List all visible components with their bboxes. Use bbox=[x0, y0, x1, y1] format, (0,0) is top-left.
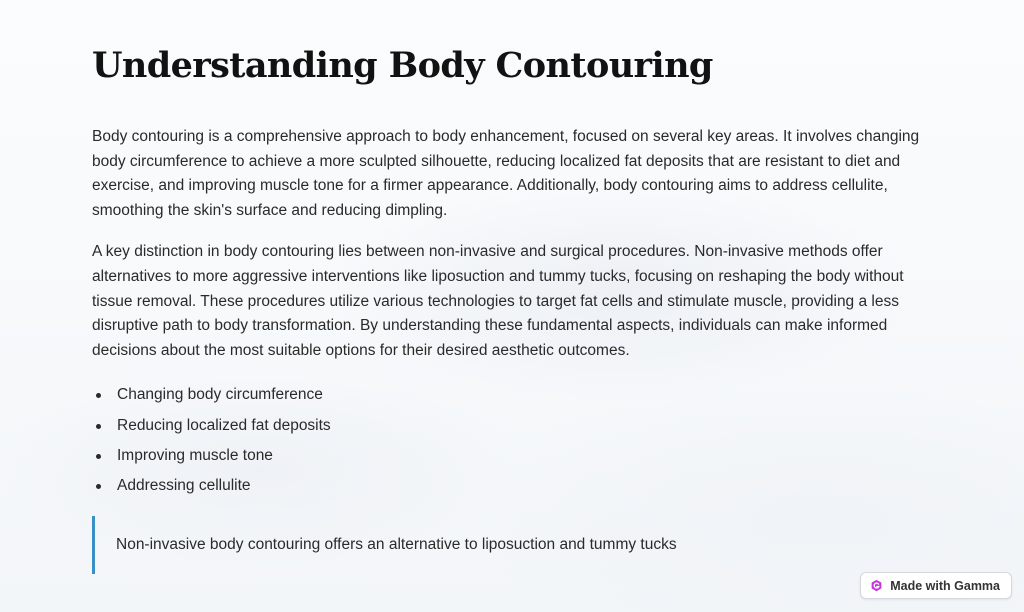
list-item bbox=[92, 441, 932, 471]
bullet-point-icon bbox=[96, 424, 101, 429]
callout-text: Non-invasive body contouring offers an alternative to liposuction and tummy tucks bbox=[116, 535, 677, 553]
gamma-logo-icon bbox=[870, 579, 883, 592]
made-with-gamma-badge[interactable] bbox=[860, 572, 1012, 599]
list-item-text: Improving muscle tone bbox=[117, 446, 273, 464]
intro-paragraph: Body contouring is a comprehensive approach to body enhancement, focused on several key areas. It involves changing body circumference to achieve a more sculpted silhouette, reducing localized fat deposits that are resistant to diet and exercise, and improving muscle tone for a firmer appearance. Additionally, body contouring aims to address cellulite, smoothing the skin's surface and reducing dimpling. bbox=[92, 128, 920, 219]
distinction-paragraph: A key distinction in body contouring lies between non-invasive and surgical procedures. Non-invasive methods offer alternatives to more aggressive interventions like liposuction and tummy tucks, focusing on reshaping the body without tissue removal. These procedures utilize various technologies to target fat cells and stimulate muscle, providing a less disruptive path to body transformation. By understanding these fundamental aspects, individuals can make informed decisions about the most suitable options for their desired aesthetic outcomes. bbox=[92, 243, 904, 359]
bullet-point-icon bbox=[96, 393, 101, 398]
page-title: Understanding Body Contouring bbox=[92, 45, 713, 86]
badge-label: Made with Gamma bbox=[890, 578, 1000, 593]
list-item-text: Changing body circumference bbox=[117, 386, 323, 404]
key-areas-list bbox=[92, 380, 932, 501]
list-item-text: Addressing cellulite bbox=[117, 477, 251, 495]
list-item-text: Reducing localized fat deposits bbox=[117, 416, 331, 434]
list-item bbox=[92, 411, 932, 441]
list-item bbox=[92, 380, 932, 410]
callout-quote bbox=[92, 516, 932, 574]
list-item bbox=[92, 471, 932, 501]
bullet-point-icon bbox=[96, 454, 101, 459]
slide-content bbox=[92, 40, 932, 574]
bullet-point-icon bbox=[96, 484, 101, 489]
